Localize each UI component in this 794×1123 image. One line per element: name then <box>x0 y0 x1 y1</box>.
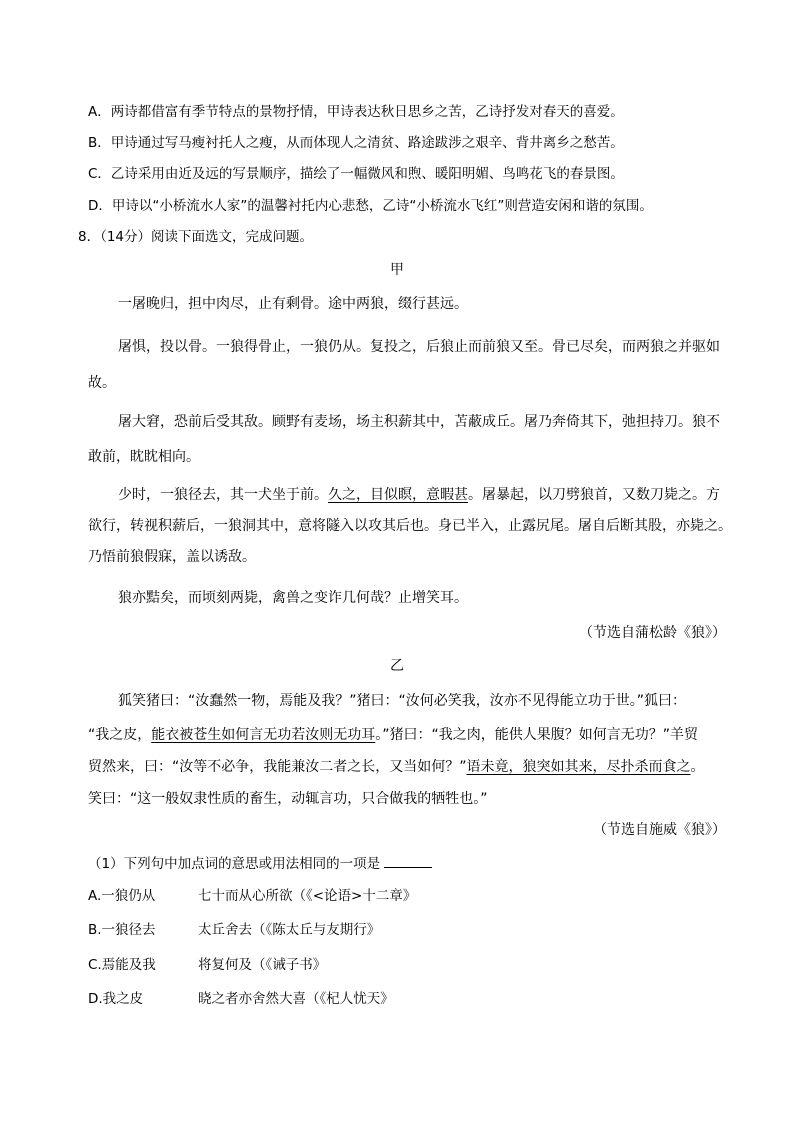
passage-a-p4-line3: 乃悟前狼假寐，盖以诱敌。 <box>88 549 256 565</box>
underlined-sentence-a: 久之，目似瞑，意暇甚 <box>328 487 468 503</box>
option-a: A．两诗都借富有季节特点的景物抒情，甲诗表达秋日思乡之苦，乙诗抒发对春天的喜爱。 <box>88 104 624 120</box>
passage-a-p5: 狼亦黠矣，而顷刻两毙，禽兽之变诈几何哉？止增笑耳。 <box>118 590 468 606</box>
option-c: C．乙诗采用由近及远的写景顺序，描绘了一幅微风和煦、暖阳明媚、鸟鸣花飞的春景图。 <box>88 166 624 182</box>
answer-blank[interactable] <box>384 853 432 868</box>
choice-b-left: B.一狼径去 <box>88 922 156 938</box>
passage-a-p3-line2: 敢前，眈眈相向。 <box>88 449 200 465</box>
question-header: 8．（14分）阅读下面选文，完成问题。 <box>78 229 314 245</box>
option-b: B．甲诗通过写马瘦衬托人之瘦，从而体现人之清贫、路途跋涉之艰辛、背井离乡之愁苦。 <box>88 135 624 151</box>
l3-text-start: 贸然来，曰：“汝等不必争，我能兼汝二者之长，又当如何？” <box>88 759 467 775</box>
passage-b-source: （节选自施威《狼》） <box>593 822 726 838</box>
passage-b-title: 乙 <box>390 658 404 674</box>
passage-a-title: 甲 <box>390 262 404 278</box>
passage-a-p1: 一屠晚归，担中肉尽，止有剩骨。途中两狼，缀行甚远。 <box>118 296 468 312</box>
option-d: D．甲诗以“小桥流水人家”的温馨衬托内心悲愁，乙诗“小桥流水飞红”则营造安闲和谐的氛围。 <box>88 198 653 214</box>
choice-d-right: 晓之者亦舍然大喜（《杞人忧天》 <box>198 991 394 1007</box>
sub-question-stem <box>88 853 432 874</box>
choice-b-right: 太丘舍去（《陈太丘与友期行》 <box>198 922 381 938</box>
passage-a-source: （节选自蒲松龄《狼》） <box>579 625 726 641</box>
passage-b-line4: 笑曰：“这一般奴隶性质的畜生，动辄言功，只合做我的牺牲也。” <box>88 791 488 807</box>
choice-c-left: C.焉能及我 <box>88 957 156 973</box>
passage-b-line2 <box>88 725 698 745</box>
passage-a-p3-line1: 屠大窘，恐前后受其敌。顾野有麦场，场主积薪其中，苫蔽成丘。屠乃奔倚其下，弛担持刀。狼不 <box>118 414 720 430</box>
passage-a-p2-line2: 故。 <box>88 375 116 391</box>
passage-a-p2-line1: 屠惧，投以骨。一狼得骨止，一狼仍从。复投之，后狼止而前狼又至。骨已尽矣，而两狼之并驱如 <box>118 339 720 355</box>
p4-text-end: 。屠暴起，以刀劈狼首，又数刀毙之。方 <box>468 487 720 503</box>
passage-a-p4-line1 <box>118 485 720 505</box>
choice-d-left: D.我之皮 <box>88 991 144 1007</box>
l2-text-start: “我之皮， <box>88 727 152 743</box>
underlined-sentence-b1: 能衣被苍生如何言无功若汝则无功耳 <box>151 727 376 743</box>
p4-text-start: 少时，一狼径去，其一犬坐于前。 <box>118 487 328 503</box>
sub-question-text: （1）下列句中加点词的意思或用法相同的一项是 <box>88 856 381 872</box>
l2-text-end: 。”猪曰：“我之肉，能供人果腹？如何言无功？”羊贸 <box>375 727 699 743</box>
choice-a-left: A.一狼仍从 <box>88 888 156 904</box>
l3-text-end: 。 <box>690 759 705 775</box>
underlined-sentence-b2: 语未竟，狼突如其来，尽扑杀而食之 <box>466 759 691 775</box>
choice-c-right: 将复何及（《诫子书》 <box>198 957 327 973</box>
passage-a-p4-line2: 欲行，转视积薪后，一狼洞其中，意将隧入以攻其后也。身已半入，止露尻尾。屠自后断其股，亦毙之。 <box>88 518 732 534</box>
choice-a-right: 七十而从心所欲（《<论语>十二章》 <box>198 888 417 904</box>
passage-b-line3 <box>88 757 705 777</box>
passage-b-line1: 狐笑猪曰：“汝蠢然一物，焉能及我？”猪曰：“汝何必笑我，汝亦不见得能立功于世。”狐曰： <box>118 693 687 709</box>
